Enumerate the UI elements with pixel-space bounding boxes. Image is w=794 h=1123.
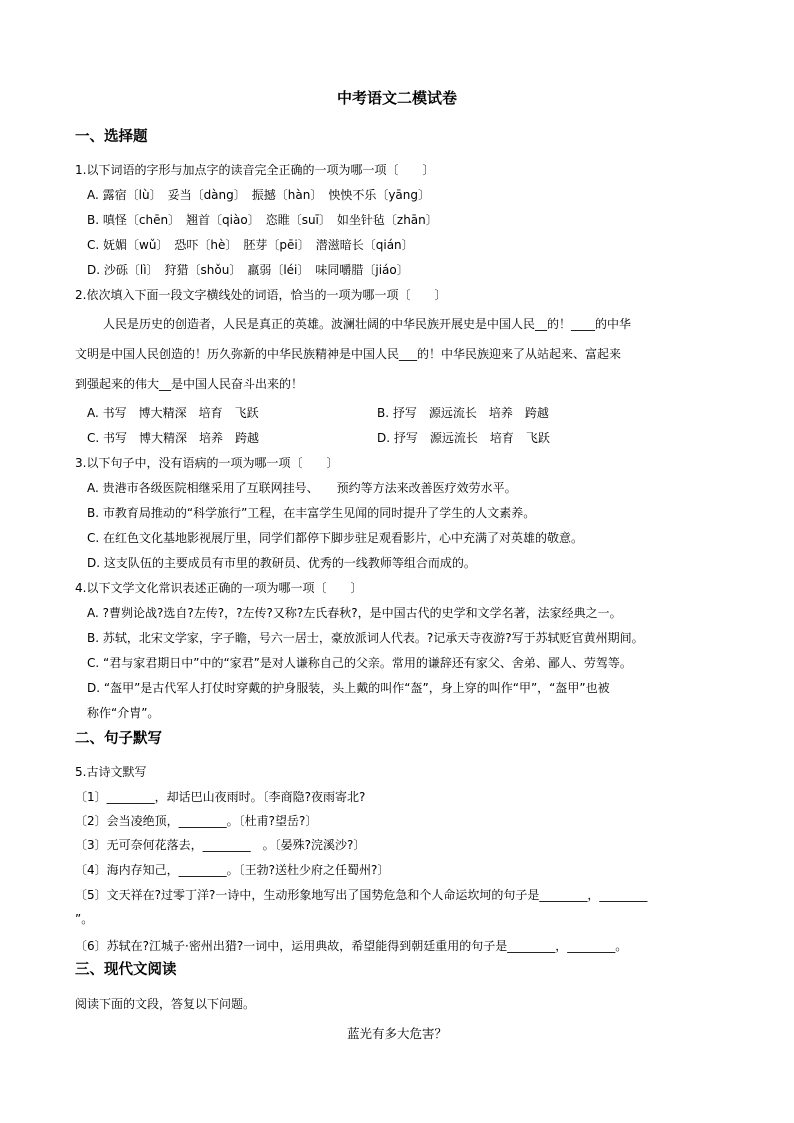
question-2-stem: 2.依次填入下面一段文字横线处的词语，恰当的一项为哪一项〔 〕 [75, 288, 447, 302]
question-5-stem: 5.古诗文默写 [75, 765, 147, 779]
question-4-option-b: B. 苏轼，北宋文学家，字子瞻，号六一居士，豪放派词人代表。?记承天寺夜游?写于苏轼贬官黄州期间。 [87, 631, 644, 645]
question-5-line-5: 〔5〕文天祥在?过零丁洋?一诗中，生动形象地写出了国势危急和个人命运坎坷的句子是________，________ [75, 888, 648, 902]
section-heading-choice: 一、选择题 [75, 129, 148, 145]
question-2-options-row-1 [87, 407, 727, 419]
question-1-option-c: C. 妩媚〔wǔ〕 恐吓〔hè〕 胚芽〔pēi〕 潜滋暗长〔qián〕 [87, 238, 414, 252]
question-2-passage-line-3: 到强起来的伟大__是中国人民奋斗出来的！ [75, 377, 304, 391]
question-1-option-d: D. 沙砾〔lì〕 狩猎〔shǒu〕 羸弱〔léi〕 味同嚼腊〔jiáo〕 [87, 263, 409, 277]
question-5-line-4: 〔4〕海内存知己，________。〔王勃?送杜少府之任蜀州?〕 [75, 863, 390, 877]
reading-article-title: 蓝光有多大危害？ [346, 1026, 447, 1041]
question-2-option-b: B. 抒写 源远流长 培养 跨越 [377, 406, 549, 420]
question-3-option-d: D. 这支队伍的主要成员有市里的教研员、优秀的一线教师等组合而成的。 [87, 556, 476, 570]
question-3-option-b: B. 市教育局推动的“科学旅行”工程，在丰富学生见闻的同时提升了学生的人文素养。 [87, 506, 536, 520]
question-4-option-d-line-1: D. “盔甲”是古代军人打仗时穿戴的护身服装，头上戴的叫作“盔”，身上穿的叫作“甲”，“盔甲”也被 [87, 681, 610, 695]
question-1-option-b: B. 嗔怪〔chēn〕 翘首〔qiào〕 恣睢〔suī〕 如坐针毡〔zhān〕 [87, 213, 438, 227]
question-2-passage-line-1: 人民是历史的创造者，人民是真正的英雄。波澜壮阔的中华民族开展史是中国人民__的！____的中华 [103, 317, 632, 331]
question-4-option-a: A. ?曹刿论战?选自?左传?，?左传?又称?左氏春秋?，是中国古代的史学和文学名著，法家经典之一。 [87, 606, 622, 620]
section-heading-dictation: 二、句子默写 [75, 731, 162, 747]
page-title: 中考语文二模试卷 [336, 89, 457, 107]
question-4-option-d-line-2: 称作“介胄”。 [87, 706, 160, 720]
question-5-line-6: 〔6〕苏轼在?江城子·密州出猎?一词中，运用典故，希望能得到朝廷重用的句子是________，________。 [75, 939, 628, 953]
question-3-option-c: C. 在红色文化基地影视展厅里，同学们都停下脚步驻足观看影片，心中充满了对英雄的敬意。 [87, 531, 584, 545]
reading-instructions: 阅读下面的文段，答复以下问题。 [75, 997, 256, 1011]
question-2-option-d: D. 抒写 源远流长 培育 飞跃 [377, 431, 550, 445]
question-2-passage-line-2: 文明是中国人民创造的！历久弥新的中华民族精神是中国人民___的！中华民族迎来了从站起来、富起来 [75, 347, 622, 361]
question-1-stem: 1.以下词语的字形与加点字的读音完全正确的一项为哪一项〔 〕 [75, 163, 435, 177]
question-5-line-1: 〔1〕________，却话巴山夜雨时。〔李商隐?夜雨寄北? [75, 790, 366, 804]
question-2-option-a: A. 书写 博大精深 培育 飞跃 [87, 406, 259, 420]
question-3-stem: 3.以下句子中，没有语病的一项为哪一项〔 〕 [75, 456, 339, 470]
question-3-option-a: A. 贵港市各级医院相继采用了互联网挂号、 预约等方法来改善医疗效劳水平。 [87, 481, 517, 495]
question-5-line-5-continued: ”。 [75, 912, 94, 926]
question-5-line-2: 〔2〕会当凌绝顶，________。〔杜甫?望岳?〕 [75, 814, 318, 828]
question-1-option-a: A. 露宿〔lù〕 妥当〔dàng〕 振撼〔hàn〕 怏怏不乐〔yāng〕 [87, 188, 431, 202]
section-heading-reading: 三、现代文阅读 [75, 962, 177, 978]
question-5-line-3: 〔3〕无可奈何花落去，________ 。〔晏殊?浣溪沙?〕 [75, 838, 366, 852]
question-4-stem: 4.以下文学文化常识表述正确的一项为哪一项〔 〕 [75, 581, 363, 595]
question-2-option-c: C. 书写 博大精深 培养 跨越 [87, 431, 260, 445]
question-4-option-c: C. “君与家君期日中”中的“家君”是对人谦称自己的父亲。常用的谦辞还有家父、舍弟、鄙人、劳驾等。 [87, 656, 632, 670]
question-2-options-row-2 [87, 432, 727, 444]
